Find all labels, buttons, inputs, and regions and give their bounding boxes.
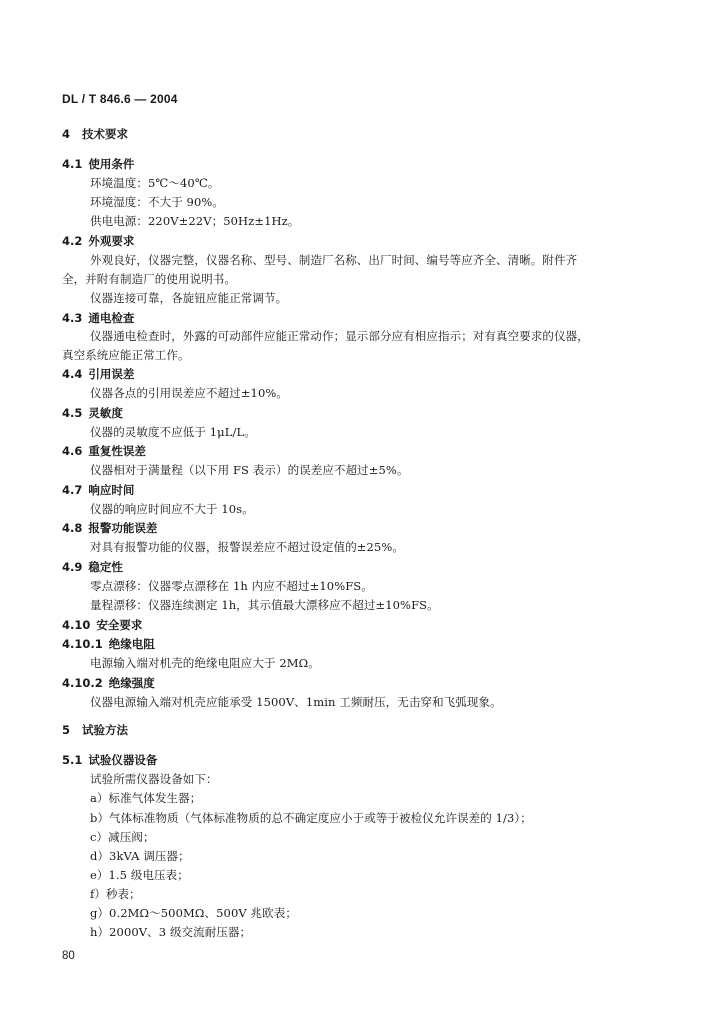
section-title: 试验仪器设备 [88,753,158,767]
equipment-intro-line: 试验所需仪器设备如下： [90,772,218,786]
section-number: 4.9 [62,560,83,574]
section-4-10-2-heading [62,675,155,691]
equipment-item: b）气体标准物质（气体标准物质的总不确定度应小于或等于被检仪允许误差的 1/3）； [90,811,532,825]
repeatability-line: 仪器相对于满量程（以下用 FS 表示）的误差应不超过±5%。 [90,463,409,477]
section-title: 安全要求 [96,618,143,632]
env-humidity-line: 环境湿度：不大于 90%。 [90,195,225,209]
section-4-9-heading [62,559,123,575]
section-number: 4.4 [62,367,83,381]
section-4-8-heading [62,520,157,536]
section-4-3-heading [62,310,134,326]
section-title: 试验方法 [82,723,129,737]
power-check-line-1: 仪器通电检查时，外露的可动部件应能正常动作；显示部分应有相应指示；对有真空要求的仪器， [90,329,589,343]
section-number: 4 [62,127,71,141]
section-4-7-heading [62,482,134,498]
section-4-4-heading [62,366,134,382]
section-5-1-heading [62,752,157,768]
section-4-heading [62,126,128,142]
section-number: 4.8 [62,521,83,535]
ref-error-line: 仪器各点的引用误差应不超过±10%。 [90,386,288,400]
appearance-line-1: 外观良好，仪器完整，仪器名称、型号、制造厂名称、出厂时间、编号等应齐全、清晰。附件齐 [90,253,578,267]
section-title: 使用条件 [88,157,135,171]
appearance-line-2: 全，并附有制造厂的使用说明书。 [62,272,236,286]
standard-header: DL / T 846.6 — 2004 [62,92,178,106]
equipment-item: f）秒表； [90,887,141,901]
section-4-10-1-heading [62,636,155,652]
section-number: 4.7 [62,483,83,497]
section-title: 外观要求 [88,234,135,248]
section-5-heading [62,722,128,738]
section-4-10-heading [62,617,142,633]
section-number: 5 [62,723,71,737]
section-4-2-heading [62,233,134,249]
section-4-1-heading [62,156,134,172]
section-title: 绝缘电阻 [108,637,155,651]
response-time-line: 仪器的响应时间应不大于 10s。 [90,502,254,516]
section-title: 绝缘强度 [108,676,155,690]
power-supply-line: 供电电源：220V±22V；50Hz±1Hz。 [90,214,300,228]
section-title: 稳定性 [88,560,123,574]
section-title: 报警功能误差 [88,521,158,535]
sensitivity-line: 仪器的灵敏度不应低于 1μL/L。 [90,425,256,439]
insulation-strength-line: 仪器电源输入端对机壳应能承受 1500V、1min 工频耐压，无击穿和飞弧现象。 [90,695,502,709]
section-number: 4.3 [62,311,83,325]
equipment-item: a）标准气体发生器； [90,791,202,805]
section-title: 技术要求 [82,127,129,141]
section-4-6-heading [62,443,146,459]
equipment-item: d）3kVA 调压器； [90,849,190,863]
section-title: 重复性误差 [88,444,146,458]
section-number: 4.10 [62,618,91,632]
section-number: 4.10.1 [62,637,103,651]
equipment-item: e）1.5 级电压表； [90,868,189,882]
section-number: 4.2 [62,234,83,248]
power-check-line-2: 真空系统应能正常工作。 [62,348,190,362]
section-number: 4.5 [62,406,83,420]
section-number: 4.10.2 [62,676,103,690]
equipment-item: g）0.2MΩ～500MΩ、500V 兆欧表； [90,906,297,920]
alarm-error-line: 对具有报警功能的仪器，报警误差应不超过设定值的±25%。 [90,540,404,554]
section-number: 4.6 [62,444,83,458]
section-number: 5.1 [62,753,83,767]
section-title: 引用误差 [88,367,135,381]
section-title: 通电检查 [88,311,135,325]
section-number: 4.1 [62,157,83,171]
equipment-item: h）2000V、3 级交流耐压器； [90,925,252,939]
zero-drift-line: 零点漂移：仪器零点漂移在 1h 内应不超过±10%FS。 [90,579,373,593]
env-temp-line: 环境温度：5℃～40℃。 [90,176,220,190]
section-title: 响应时间 [88,483,135,497]
page-number: 80 [62,950,75,962]
section-4-5-heading [62,405,123,421]
insulation-resistance-line: 电源输入端对机壳的绝缘电阻应大于 2MΩ。 [90,656,320,670]
equipment-item: c）减压阀； [90,830,155,844]
section-title: 灵敏度 [88,406,123,420]
span-drift-line: 量程漂移：仪器连续测定 1h，其示值最大漂移应不超过±10%FS。 [90,598,439,612]
appearance-line-3: 仪器连接可靠，各旋钮应能正常调节。 [90,291,288,305]
